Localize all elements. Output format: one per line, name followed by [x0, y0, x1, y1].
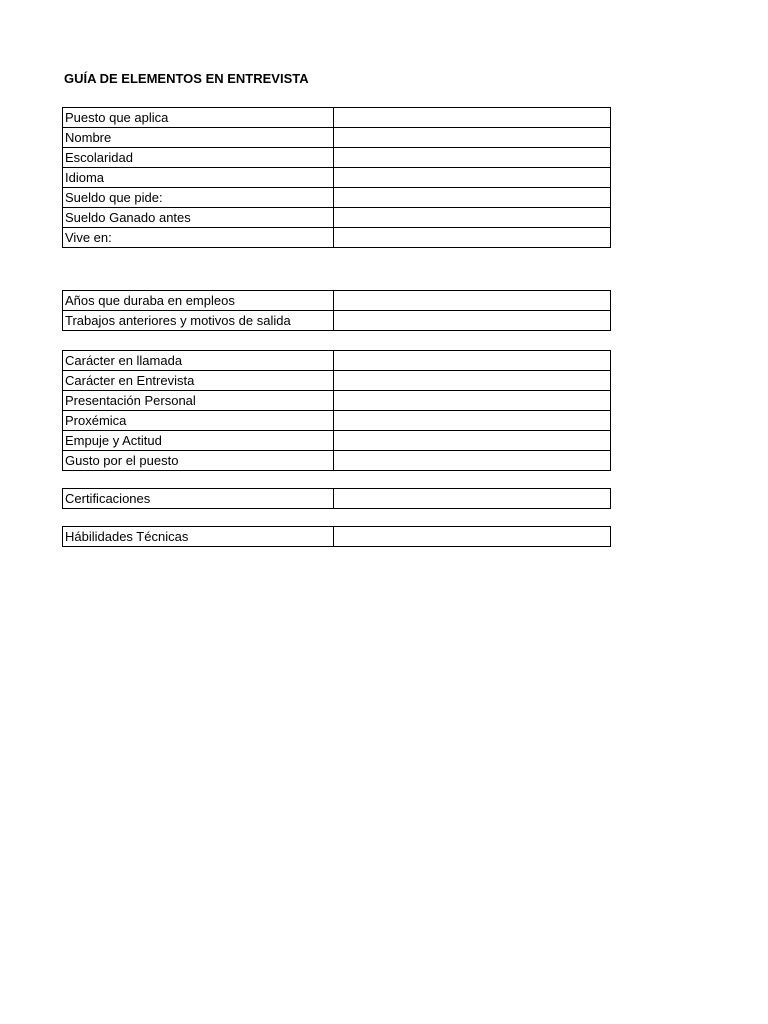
row-label: Nombre — [63, 128, 334, 148]
row-label: Certificaciones — [63, 489, 334, 509]
row-value[interactable] — [334, 489, 611, 509]
row-label: Escolaridad — [63, 148, 334, 168]
row-label: Años que duraba en empleos — [63, 291, 334, 311]
row-label: Trabajos anteriores y motivos de salida — [63, 311, 334, 331]
row-value[interactable] — [334, 168, 611, 188]
personal-info-table — [62, 107, 611, 248]
row-value[interactable] — [334, 527, 611, 547]
table-row — [63, 451, 611, 471]
row-value[interactable] — [334, 188, 611, 208]
row-label: Hábilidades Técnicas — [63, 527, 334, 547]
row-value[interactable] — [334, 128, 611, 148]
table-row — [63, 371, 611, 391]
row-value[interactable] — [334, 451, 611, 471]
row-label: Carácter en Entrevista — [63, 371, 334, 391]
table-row — [63, 391, 611, 411]
table-row — [63, 527, 611, 547]
row-label: Sueldo que pide: — [63, 188, 334, 208]
table-row — [63, 128, 611, 148]
table-row — [63, 148, 611, 168]
table-row — [63, 489, 611, 509]
row-label: Sueldo Ganado antes — [63, 208, 334, 228]
table-row — [63, 208, 611, 228]
table-row — [63, 188, 611, 208]
document-title: GUÍA DE ELEMENTOS EN ENTREVISTA — [64, 71, 309, 86]
row-label: Idioma — [63, 168, 334, 188]
row-label: Puesto que aplica — [63, 108, 334, 128]
row-value[interactable] — [334, 411, 611, 431]
row-value[interactable] — [334, 291, 611, 311]
work-history-table — [62, 290, 611, 331]
row-label: Presentación Personal — [63, 391, 334, 411]
table-row — [63, 431, 611, 451]
row-label: Vive en: — [63, 228, 334, 248]
interview-impression-table — [62, 350, 611, 471]
table-row — [63, 291, 611, 311]
table-row — [63, 168, 611, 188]
row-value[interactable] — [334, 311, 611, 331]
table-row — [63, 228, 611, 248]
row-label: Empuje y Actitud — [63, 431, 334, 451]
certifications-table — [62, 488, 611, 509]
row-value[interactable] — [334, 391, 611, 411]
table-row — [63, 411, 611, 431]
row-label: Gusto por el puesto — [63, 451, 334, 471]
row-value[interactable] — [334, 108, 611, 128]
row-label: Proxémica — [63, 411, 334, 431]
table-row — [63, 351, 611, 371]
row-value[interactable] — [334, 371, 611, 391]
row-value[interactable] — [334, 228, 611, 248]
row-value[interactable] — [334, 148, 611, 168]
technical-skills-table — [62, 526, 611, 547]
table-row — [63, 108, 611, 128]
row-label: Carácter en llamada — [63, 351, 334, 371]
row-value[interactable] — [334, 208, 611, 228]
table-row — [63, 311, 611, 331]
row-value[interactable] — [334, 431, 611, 451]
row-value[interactable] — [334, 351, 611, 371]
